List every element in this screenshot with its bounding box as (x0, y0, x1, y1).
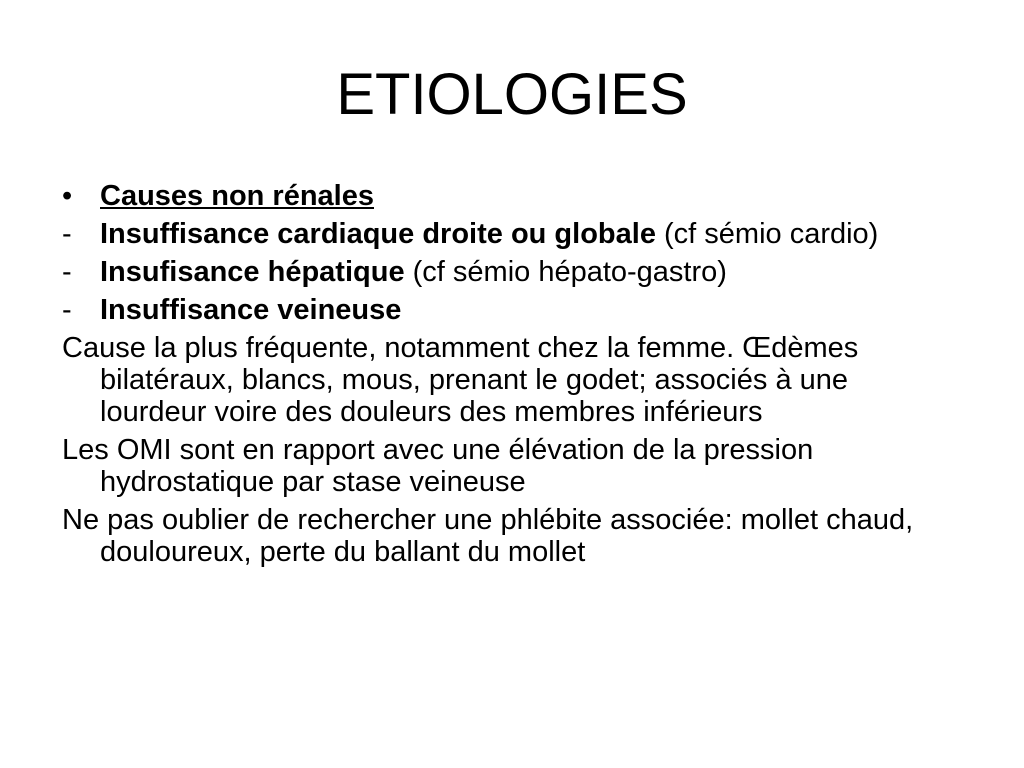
dash-item-bold: Insuffisance veineuse (100, 294, 402, 326)
paragraph-omi-pressure: Les OMI sont en rapport avec une élévation de la pression hydrostatique par stase veineuse (62, 434, 814, 498)
dash-marker: - (62, 256, 72, 288)
slide-title: ETIOLOGIES (336, 62, 688, 127)
dash-item-bold: Insuffisance cardiaque droite ou globale (100, 218, 656, 250)
bullet-marker: • (62, 180, 73, 212)
dash-marker: - (62, 218, 72, 250)
dash-item-rest: (cf sémio hépato-gastro) (404, 256, 727, 288)
dash-item-hepatic (62, 256, 962, 288)
dash-item-cardiac (62, 218, 962, 250)
dash-item-bold: Insufisance hépatique (100, 256, 405, 288)
slide-body (62, 180, 962, 574)
paragraph-phlebitis: Ne pas oublier de rechercher une phlébite associée: mollet chaud, douloureux, perte du ballant du mollet (62, 504, 914, 568)
bullet-heading (62, 180, 962, 212)
dash-item-rest: (cf sémio cardio) (655, 218, 879, 250)
paragraph-frequent-cause: Cause la plus fréquente, notamment chez la femme. Œdèmes bilatéraux, blancs, mous, prenant le godet; associés à une lourdeur voire des douleurs des membres inférieurs (62, 332, 859, 428)
dash-item-venous (62, 294, 962, 326)
heading-text: Causes non rénales (100, 180, 374, 212)
dash-marker: - (62, 294, 72, 326)
